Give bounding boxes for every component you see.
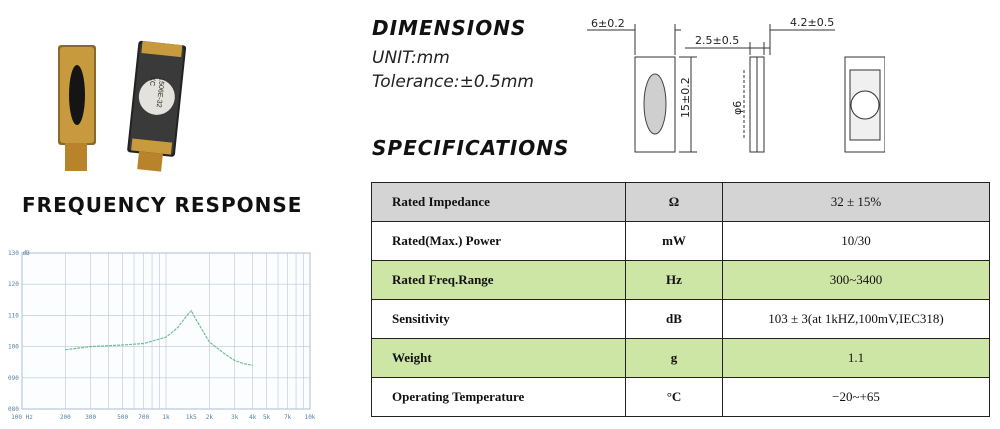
spec-unit: Ω [626,183,723,222]
table-row [372,339,990,378]
frequency-response-chart [6,248,316,423]
x-tick-label: 200 [59,414,71,421]
x-tick-label: 3k [231,414,239,421]
tolerance-text: Tolerance:±0.5mm [372,72,534,92]
dim-diameter-label: φ6 [731,100,744,115]
spec-value: 103 ± 3(at 1kHZ,100mV,IEC318) [723,300,990,339]
y-tick-label: 110 [8,312,19,320]
x-tick-label: 700 [138,414,150,421]
spec-unit: dB [626,300,723,339]
dim-thickness-label: 2.5±0.5 [695,34,740,47]
spec-unit: °C [626,378,723,417]
table-row [372,300,990,339]
y-tick-label: 130 dB [8,250,30,257]
x-tick-label: 100 Hz [11,414,33,421]
spec-param: Sensitivity [372,300,626,339]
dimensions-heading: DIMENSIONS [372,16,527,40]
y-tick-label: 120 [8,281,19,289]
product-photo [40,35,190,175]
spec-unit: mW [626,222,723,261]
dim-height-label: 15±0.2 [679,77,692,118]
y-tick-label: 100 [8,343,19,351]
y-tick-label: 090 [8,374,19,382]
spec-value: 300~3400 [723,261,990,300]
spec-value: −20~+65 [723,378,990,417]
x-tick-label: 10k [304,414,316,421]
chart-x-ticks [11,414,316,421]
table-row [372,183,990,222]
x-tick-label: 5k [263,414,271,421]
table-row [372,222,990,261]
receiver-back-view [125,41,186,173]
dim-width-label: 6±0.2 [591,17,625,30]
spec-param: Operating Temperature [372,378,626,417]
x-tick-label: 1k5 [185,414,197,421]
specifications-heading: SPECIFICATIONS [372,136,570,160]
receiver-front-view [58,45,96,171]
x-tick-label: 500 [117,414,129,421]
dimension-drawing [585,10,885,160]
spec-unit: Hz [626,261,723,300]
spec-value: 32 ± 15% [723,183,990,222]
spec-value: 10/30 [723,222,990,261]
dim-depth-label: 4.2±0.5 [790,16,835,29]
x-tick-label: 4k [249,414,257,421]
specifications-table [371,182,990,417]
frequency-response-heading: FREQUENCY RESPONSE [22,193,303,217]
spec-value: 1.1 [723,339,990,378]
x-tick-label: 300 [85,414,97,421]
product-label-line1: XC [147,75,156,87]
chart-grid-vertical [22,253,310,409]
x-tick-label: 2k [205,414,213,421]
spec-param: Rated(Max.) Power [372,222,626,261]
spec-param: Rated Impedance [372,183,626,222]
spec-param: Rated Freq.Range [372,261,626,300]
x-tick-label: 1k [162,414,170,421]
x-tick-label: 7k [284,414,292,421]
spec-unit: g [626,339,723,378]
table-row [372,261,990,300]
product-label-line2: 1506E-32 [154,76,165,108]
table-row [372,378,990,417]
front-view-grille [644,74,666,134]
spec-param: Weight [372,339,626,378]
y-tick-label: 080 [8,406,19,413]
unit-text: UNIT:mm [372,48,450,68]
